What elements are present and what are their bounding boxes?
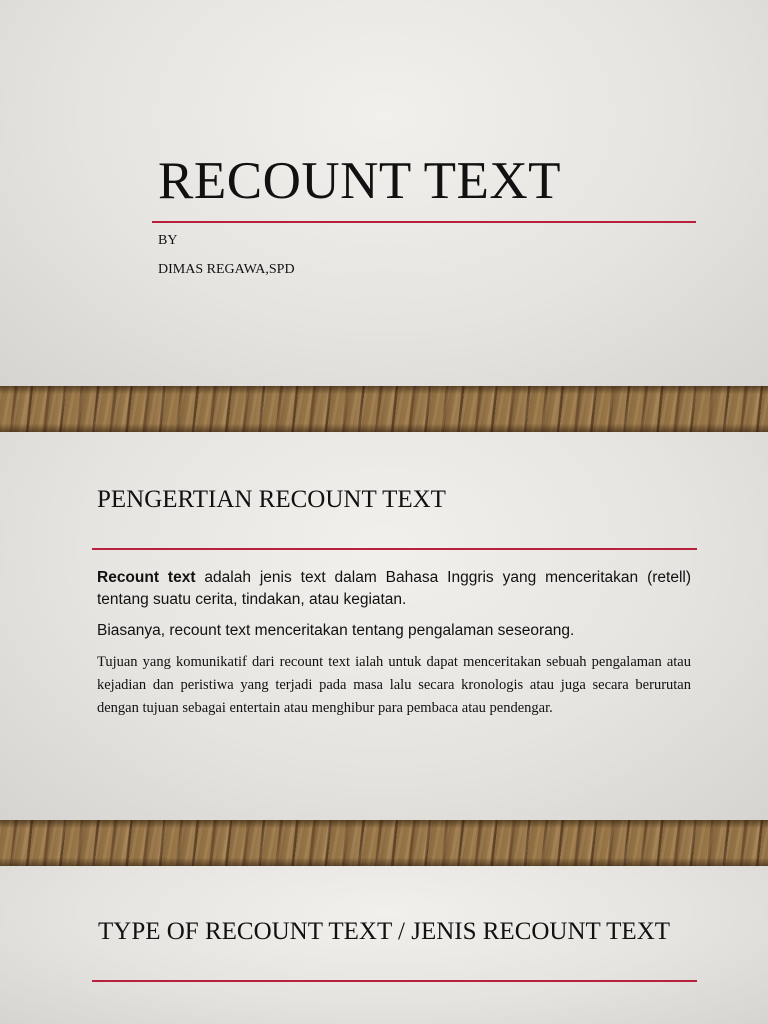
purpose-paragraph: Tujuan yang komunikatif dari recount text ialah untuk dapat menceritakan sebuah pengalaman atau kejadian dan peristiwa yang terjadi pada masa lalu secara kronologis atau juga secara berurutan dengan tujuan sebagai entertain atau menghibur para pembaca atau pendengar. [97, 654, 691, 716]
heading-divider [92, 548, 697, 550]
subtitle-author: DIMAS REGAWA,SPD [158, 262, 295, 277]
heading-divider [92, 980, 697, 982]
slide-title: RECOUNT TEXT [158, 152, 562, 210]
slide-heading: PENGERTIAN RECOUNT TEXT [97, 486, 446, 513]
definition-term: Recount text [97, 569, 196, 586]
wood-floor-band [0, 386, 768, 432]
types-slide [0, 866, 768, 1024]
wood-floor-band [0, 820, 768, 866]
usage-paragraph: Biasanya, recount text menceritakan tentang pengalaman seseorang. [97, 622, 575, 639]
definition-text: adalah jenis text dalam Bahasa Inggris yang menceritakan (retell) tentang suatu cerita, tindakan, atau kegiatan. [97, 569, 691, 608]
title-slide [0, 0, 768, 386]
definition-paragraph [97, 567, 691, 611]
definition-slide [0, 432, 768, 820]
subtitle-by: BY [158, 233, 178, 248]
title-divider [152, 221, 696, 223]
slide-heading: TYPE OF RECOUNT TEXT / JENIS RECOUNT TEXT [98, 918, 671, 945]
